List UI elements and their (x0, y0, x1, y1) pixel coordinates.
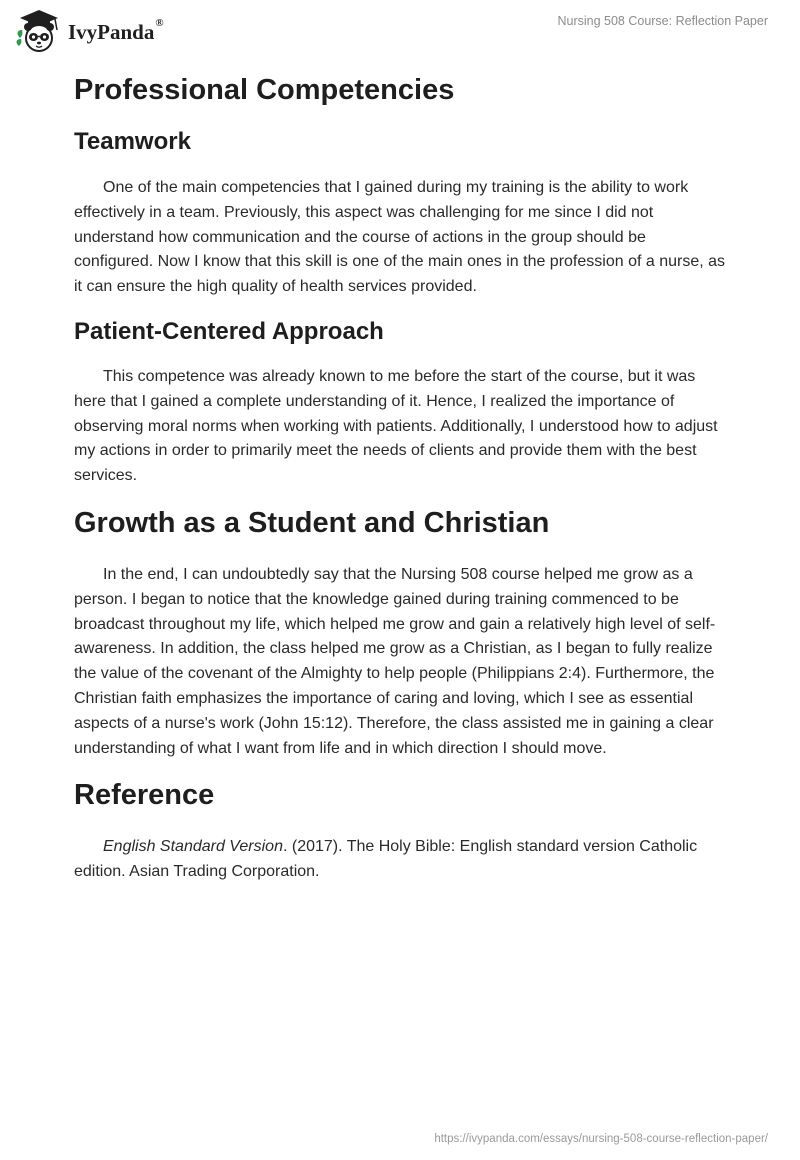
reference-source-title: English Standard Version (103, 838, 283, 856)
panda-graduate-icon (14, 8, 64, 54)
source-url[interactable]: https://ivypanda.com/essays/nursing-508-course-reflection-paper/ (434, 1133, 768, 1145)
heading-professional-competencies: Professional Competencies (74, 74, 455, 106)
document-title: Nursing 508 Course: Reflection Paper (557, 14, 768, 28)
paragraph-patient-centered: This competence was already known to me before the start of the course, but it was here that I gained a complete understanding of it. Hence, I realized the importance of observing moral norms when working with patients. Additionally, I understood how to adjust my actions in order to primarily meet the needs of clients and provide them with the best services. (74, 367, 718, 485)
brand-name: IvyPanda® (68, 16, 164, 44)
heading-growth: Growth as a Student and Christian (74, 506, 550, 539)
ivypanda-logo[interactable] (14, 8, 164, 54)
heading-reference: Reference (74, 779, 215, 812)
heading-patient-centered-approach: Patient-Centered Approach (74, 317, 384, 345)
reference-citation (74, 835, 726, 885)
paragraph-teamwork: One of the main competencies that I gained during my training is the ability to work effectively in a team. Previously, this aspect was challenging for me since I did not understand how communication and the course of actions in the group should be configured. Now I know that this skill is one of the main ones in the profession of a nurse, as it can ensure the high quality of health services provided. (74, 179, 726, 296)
heading-teamwork: Teamwork (74, 128, 191, 155)
essay-content (74, 70, 726, 885)
page-header (0, 0, 800, 64)
reference-citation-rest: . (2017). The Holy Bible: English standard version Catholic edition. Asian Trading Corporation. (74, 838, 698, 881)
paragraph-growth: In the end, I can undoubtedly say that the Nursing 508 course helped me grow as a person. I began to notice that the knowledge gained during training commenced to be broadcast throughout my life, which helped me grow and gain a relatively high level of self-awareness. In addition, the class helped me grow as a Christian, as I began to fully realize the value of the covenant of the Almighty to help people (Philippians 2:4). Furthermore, the Christian faith emphasizes the importance of caring and loving, which I see as essential aspects of a nurse's work (John 15:12). Therefore, the class assisted me in gaining a clear understanding of what I want from life and in which direction I should move. (74, 565, 716, 757)
